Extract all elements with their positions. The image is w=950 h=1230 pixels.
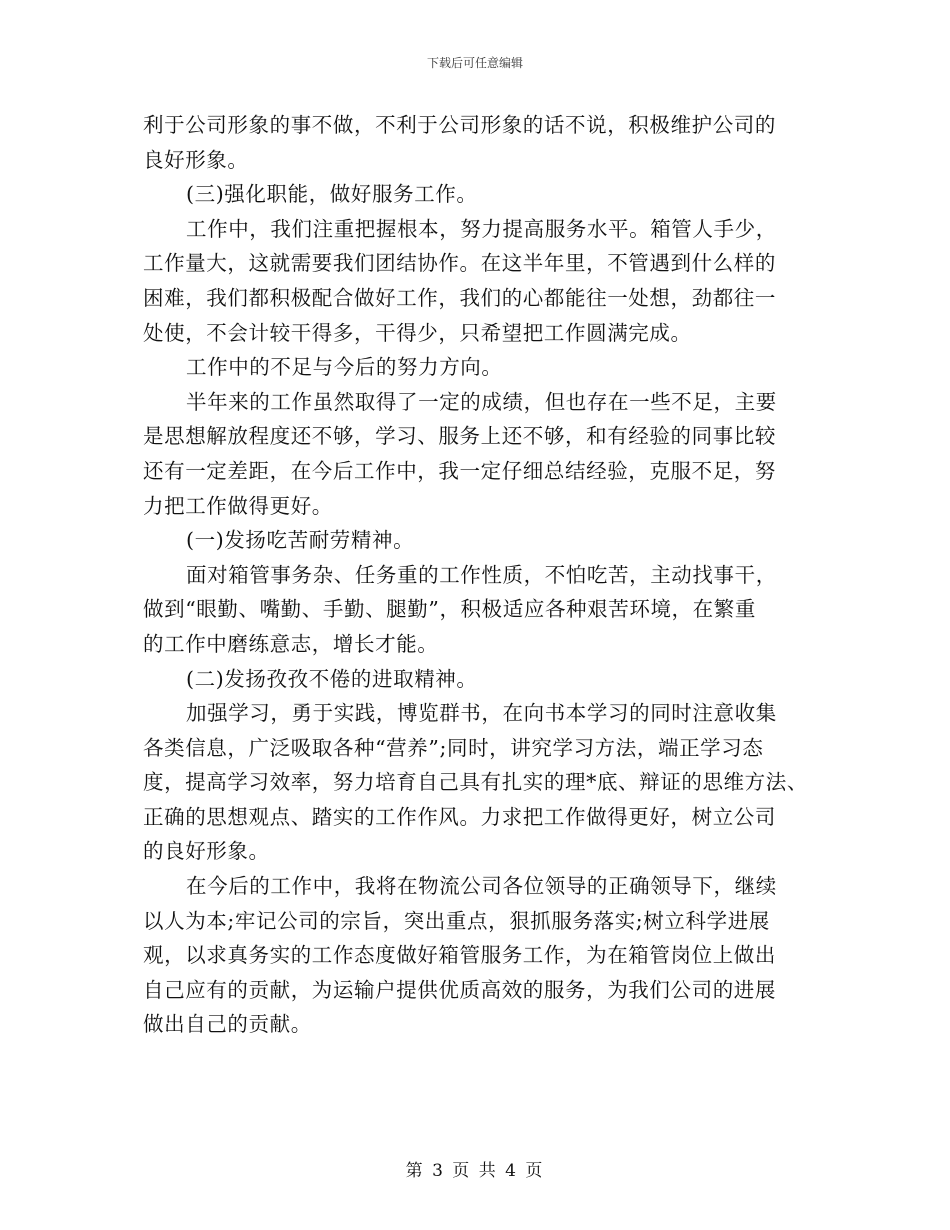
text-line: 半年来的工作虽然取得了一定的成绩，但也存在一些不足，主要 <box>186 389 777 414</box>
text-line: 在今后的工作中，我将在物流公司各位领导的正确领导下，继续 <box>186 874 777 899</box>
text-line: 以人为本;牢记公司的宗旨，突出重点，狠抓服务落实;树立科学进展 <box>143 908 770 933</box>
text-line: 利于公司形象的事不做，不利于公司形象的话不说，积极维护公司的 <box>143 113 776 137</box>
text-line: 是思想解放程度还不够，学习、服务上还不够，和有经验的同事比较 <box>143 424 776 449</box>
text-line: 的良好形象。 <box>143 839 270 864</box>
text-line: 的工作中磨练意志，增长才能。 <box>143 631 439 656</box>
text-line: 做到“眼勤、嘴勤、手勤、腿勤”，积极适应各种艰苦环境，在繁重 <box>143 597 756 622</box>
text-line: 度，提高学习效率，努力培育自己具有扎实的理*底、辩证的思维方法、 <box>143 770 808 795</box>
page-header: 下载后可任意编辑 <box>426 56 523 70</box>
text-line: 还有一定差距，在今后工作中，我一定仔细总结经验，克服不足，努 <box>143 458 776 483</box>
text-line: (二)发扬孜孜不倦的进取精神。 <box>186 666 478 691</box>
text-line: (三)强化职能，做好服务工作。 <box>186 182 478 207</box>
text-line: 工作量大，这就需要我们团结协作。在这半年里，不管遇到什么样的 <box>143 251 776 276</box>
text-line: 力把工作做得更好。 <box>143 493 333 518</box>
page-footer: 第 3 页 共 4 页 <box>405 1161 545 1181</box>
document-body <box>143 108 808 1042</box>
text-line: 做出自己的贡献。 <box>143 1012 312 1037</box>
text-line: (一)发扬吃苦耐劳精神。 <box>186 528 415 553</box>
text-line: 良好形象。 <box>143 147 249 172</box>
text-line: 面对箱管事务杂、任务重的工作性质，不怕吃苦，主动找事干， <box>186 562 777 587</box>
text-line: 自己应有的贡献，为运输户提供优质高效的服务，为我们公司的进展 <box>143 977 776 1002</box>
text-line: 正确的思想观点、踏实的工作作风。力求把工作做得更好，树立公司 <box>143 804 776 829</box>
text-line: 工作中的不足与今后的努力方向。 <box>186 355 503 380</box>
text-line: 工作中，我们注重把握根本，努力提高服务水平。箱管人手少， <box>186 216 777 241</box>
text-line: 各类信息，广泛吸取各种“营养”;同时，讲究学习方法，端正学习态 <box>143 735 764 760</box>
text-line: 困难，我们都积极配合做好工作，我们的心都能往一处想，劲都往一 <box>143 285 776 310</box>
text-line: 处使，不会计较干得多，干得少，只希望把工作圆满完成。 <box>143 320 692 345</box>
text-line: 加强学习，勇于实践，博览群书，在向书本学习的同时注意收集 <box>186 701 777 726</box>
text-line: 观，以求真务实的工作态度做好箱管服务工作，为在箱管岗位上做出 <box>143 943 776 968</box>
